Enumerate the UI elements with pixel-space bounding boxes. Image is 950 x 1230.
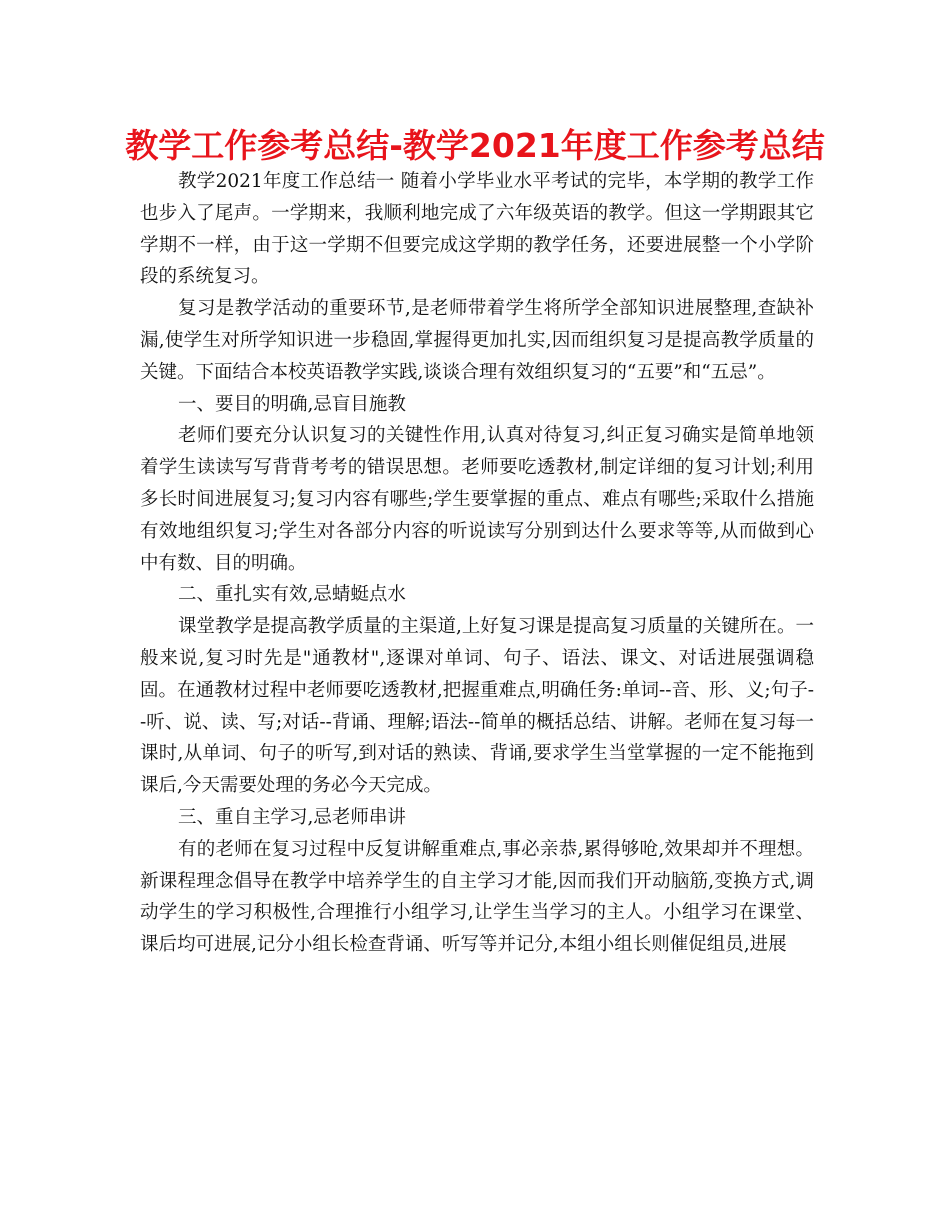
- document-body: [140, 166, 814, 961]
- paragraph-section-3: 有的老师在复习过程中反复讲解重难点,事必亲恭,累得够呛,效果却并不理想。新课程理念倡导在教学中培养学生的自主学习才能,因而我们开动脑筋,变换方式,调动学生的学习积极性,合理推行小组学习,让学生当学习的主人。小组学习在课堂、课后均可进展,记分小组长检查背诵、听写等并记分,本组小组长则催促组员,进展: [140, 838, 814, 956]
- paragraph-section-2: 课堂教学是提高教学质量的主渠道,上好复习课是提高复习质量的关键所在。一般来说,复习时先是"通教材",逐课对单词、句子、语法、课文、对话进展强调稳固。在通教材过程中老师要吃透教材,把握重难点,明确任务:单词--音、形、义;句子--听、说、读、写;对话--背诵、理解;语法--简单的概括总结、讲解。老师在复习每一课时,从单词、句子的听写,到对话的熟读、背诵,要求学生当堂掌握的一定不能拖到课后,今天需要处理的务必今天完成。: [140, 616, 814, 797]
- paragraph-intro: 教学2021年度工作总结一 随着小学毕业水平考试的完毕，本学期的教学工作也步入了尾声。一学期来，我顺利地完成了六年级英语的教学。但这一学期跟其它学期不一样，由于这一学期不但要完成这学期的教学任务，还要进展整一个小学阶段的系统复习。: [140, 171, 814, 288]
- document-title: 教学工作参考总结-教学2021年度工作参考总结: [125, 126, 825, 165]
- section-heading-1: 一、要目的明确,忌盲目施教: [178, 393, 406, 415]
- section-heading-3: 三、重自主学习,忌老师串讲: [178, 806, 406, 828]
- paragraph-section-1: 老师们要充分认识复习的关键性作用,认真对待复习,纠正复习确实是简单地领着学生读读写写背背考考的错误思想。老师要吃透教材,制定详细的复习计划;利用多长时间进展复习;复习内容有哪些;学生要掌握的重点、难点有哪些;采取什么措施有效地组织复习;学生对各部分内容的听说读写分别到达什么要求等等,从而做到心中有数、目的明确。: [140, 425, 814, 574]
- section-heading-2: 二、重扎实有效,忌蜻蜓点水: [178, 584, 406, 606]
- paragraph-review-importance: 复习是教学活动的重要环节,是老师带着学生将所学全部知识进展整理,查缺补漏,使学生对所学知识进一步稳固,掌握得更加扎实,因而组织复习是提高教学质量的关键。下面结合本校英语教学实践,谈谈合理有效组织复习的“五要”和“五忌”。: [140, 298, 814, 383]
